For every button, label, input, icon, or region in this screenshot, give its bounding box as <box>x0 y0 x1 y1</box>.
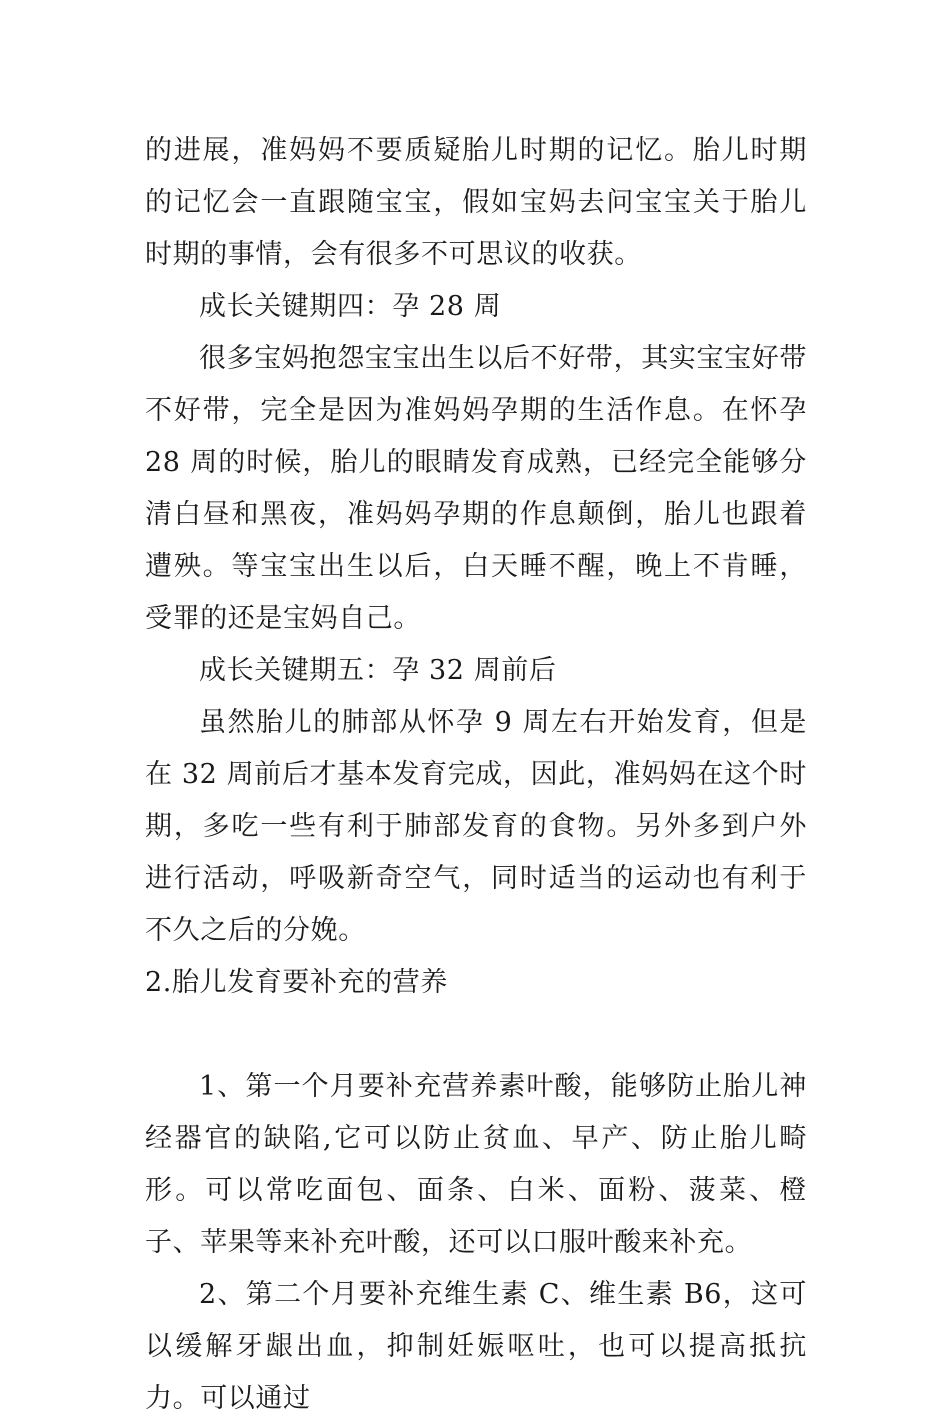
heading-key-period-four: 成长关键期四：孕 28 周 <box>199 291 502 322</box>
heading-key-period-five: 成长关键期五：孕 32 周前后 <box>199 655 557 686</box>
paragraph-week-32: 虽然胎儿的肺部从怀孕 9 周左右开始发育，但是在 32 周前后才基本发育完成，因此，准妈妈在这个时期，多吃一些有利于肺部发育的食物。另外多到户外进行活动，呼吸新奇空气，同时适当的运动也有利于不久之后的分娩。 <box>145 707 807 946</box>
paragraph-month-one: 1、第一个月要补充营养素叶酸，能够防止胎儿神经器官的缺陷,它可以防止贫血、早产、防止胎儿畸形。可以常吃面包、面条、白米、面粉、菠菜、橙子、苹果等来补充叶酸，还可以口服叶酸来补充。 <box>145 1071 807 1258</box>
paragraph-fetal-memory: 的进展，准妈妈不要质疑胎儿时期的记忆。胎儿时期的记忆会一直跟随宝宝，假如宝妈去问宝宝关于胎儿时期的事情，会有很多不可思议的收获。 <box>145 135 807 270</box>
document-body <box>145 125 807 1425</box>
section-heading-nutrition: 2.胎儿发育要补充的营养 <box>145 967 448 998</box>
blank-line <box>145 1009 807 1061</box>
paragraph-week-28: 很多宝妈抱怨宝宝出生以后不好带，其实宝宝好带不好带，完全是因为准妈妈孕期的生活作息。在怀孕 28 周的时候，胎儿的眼睛发育成熟，已经完全能够分清白昼和黑夜，准妈妈孕期的作息颠倒，胎儿也跟着遭殃。等宝宝出生以后，白天睡不醒，晚上不肯睡，受罪的还是宝妈自己。 <box>145 343 807 634</box>
paragraph-month-two: 2、第二个月要补充维生素 C、维生素 B6，这可以缓解牙龈出血，抑制妊娠呕吐，也可以提高抵抗力。可以通过 <box>145 1279 807 1414</box>
